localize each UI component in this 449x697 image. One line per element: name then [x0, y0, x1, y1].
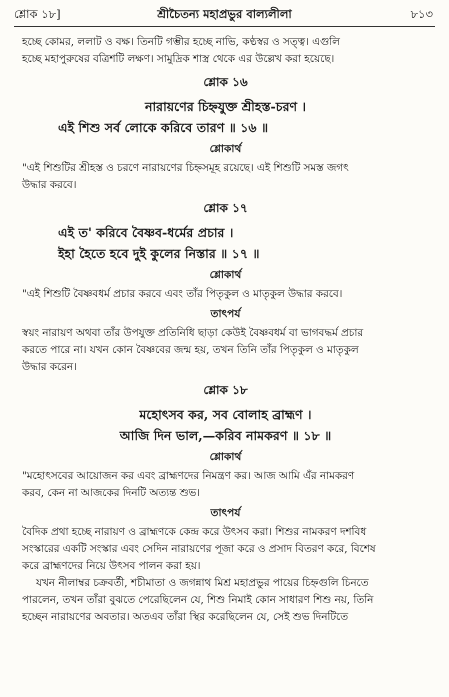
purport-18-para2-line: হচ্ছেন নারায়ণের অবতার। অতএব তাঁরা স্থির করেছিলেন যে, সেই শুভ দিনটিতে: [22, 611, 349, 623]
page-number: ৮১৩: [410, 7, 433, 21]
header-rule: [14, 26, 435, 27]
translation-label-16: শ্লোকার্থ: [209, 143, 242, 155]
verse-17-line-2: ইহা হৈতে হবে দুই কুলের নিস্তার ॥ ১৭ ॥: [58, 246, 260, 261]
purport-label-17: তাৎপর্য: [210, 308, 241, 320]
purport-18-line: বৈদিক প্রথা হচ্ছে নারায়ণ ও ব্রাহ্মণকে কেন্দ্র করে উৎসব করা। শিশুর নামকরণ দশবিধ: [22, 526, 367, 538]
verse-heading-18: শ্লোক ১৮: [203, 383, 248, 397]
intro-line: হচ্ছে কোমর, ললাট ও বক্ষ। তিনটি গম্ভীর হচ্ছে নাভি, কণ্ঠস্বর ও সত্ত্ব। এগুলি: [22, 36, 340, 48]
verse-16-line-1: নারায়ণের চিহ্নযুক্ত শ্রীহস্ত-চরণ ।: [144, 99, 307, 114]
verse-18-line-2: আজি দিন ভাল,—করিব নামকরণ ॥ ১৮ ॥: [119, 428, 332, 443]
verse-17-line-1: এই ত' করিবে বৈষ্ণব-ধর্মের প্রচার ।: [58, 225, 234, 240]
translation-label-18: শ্লোকার্থ: [209, 451, 242, 463]
purport-18-para2-line: পারলেন, তখন তাঁরা বুঝতে পেরেছিলেন যে, শিশু নিমাই কোন সাধারণ শিশু নয়, তিনি: [22, 594, 374, 606]
page-header: [14, 6, 435, 26]
purport-18-para2-line: যখন নীলাম্বর চক্রবর্তী, শচীমাতা ও জগন্নাথ মিশ্র মহাপ্রভুর পায়ের চিহ্নগুলি চিনতে: [36, 577, 369, 589]
translation-17-line: "এই শিশুটি বৈষ্ণবধর্ম প্রচার করবে এবং তাঁর পিতৃকুল ও মাতৃকুল উদ্ধার করবে।: [22, 288, 343, 300]
purport-17-line: উদ্ধার করেন।: [22, 361, 77, 373]
translation-16-line: উদ্ধার করবে।: [22, 179, 77, 191]
intro-line: হচ্ছে মহাপুরুষের বত্রিশটি লক্ষণ। সামুদ্রিক শাস্ত্র থেকে এর উল্লেখ করা হয়েছে।: [22, 53, 335, 65]
translation-18-line: "মহোৎসবের আয়োজন কর এবং ব্রাহ্মণদের নিমন্ত্রণ কর। আজ আমি এঁর নামকরণ: [22, 470, 355, 482]
verse-18-line-1: মহোৎসব কর, সব বোলাহ ব্রাহ্মণ ।: [139, 407, 312, 422]
translation-16-line: "এই শিশুটির শ্রীহস্ত ও চরণে নারায়ণের চিহ্নসমূহ রয়েছে। এই শিশুটি সমস্ত জগৎ: [22, 162, 349, 174]
translation-18-line: করব, কেন না আজকের দিনটি অত্যন্ত শুভ।: [22, 487, 201, 499]
page-content: [22, 34, 429, 626]
header-verse-ref: শ্লোক ১৮]: [14, 7, 61, 21]
purport-18-line: সংস্কারের একটি সংস্কার এবং সেদিন নারায়ণের পূজা করে ও প্রসাদ বিতরণ করে, বিশেষ: [22, 543, 376, 555]
verse-heading-16: শ্লোক ১৬: [203, 75, 248, 89]
purport-label-18: তাৎপর্য: [210, 507, 241, 519]
verse-heading-17: শ্লোক ১৭: [203, 201, 248, 215]
header-title: শ্রীচৈতন্য মহাপ্রভুর বাল্যলীলা: [157, 7, 292, 21]
purport-17-line: স্বয়ং নারায়ণ অথবা তাঁর উপযুক্ত প্রতিনিধি ছাড়া কেউই বৈষ্ণবধর্ম বা ভাগবদ্ধর্ম প্রচার: [22, 327, 364, 339]
purport-18-line: করে ব্রাহ্মণদের নিয়ে উৎসব পালন করা হয়।: [22, 560, 201, 572]
verse-16-line-2: এই শিশু সর্ব লোকে করিবে তারণ ॥ ১৬ ॥: [58, 120, 269, 135]
translation-label-17: শ্লোকার্থ: [209, 269, 242, 281]
purport-17-line: করতে পারে না। যখন কোন বৈষ্ণবের জন্ম হয়, তখন তিনি তাঁর পিতৃকুল ও মাতৃকুল: [22, 344, 359, 356]
